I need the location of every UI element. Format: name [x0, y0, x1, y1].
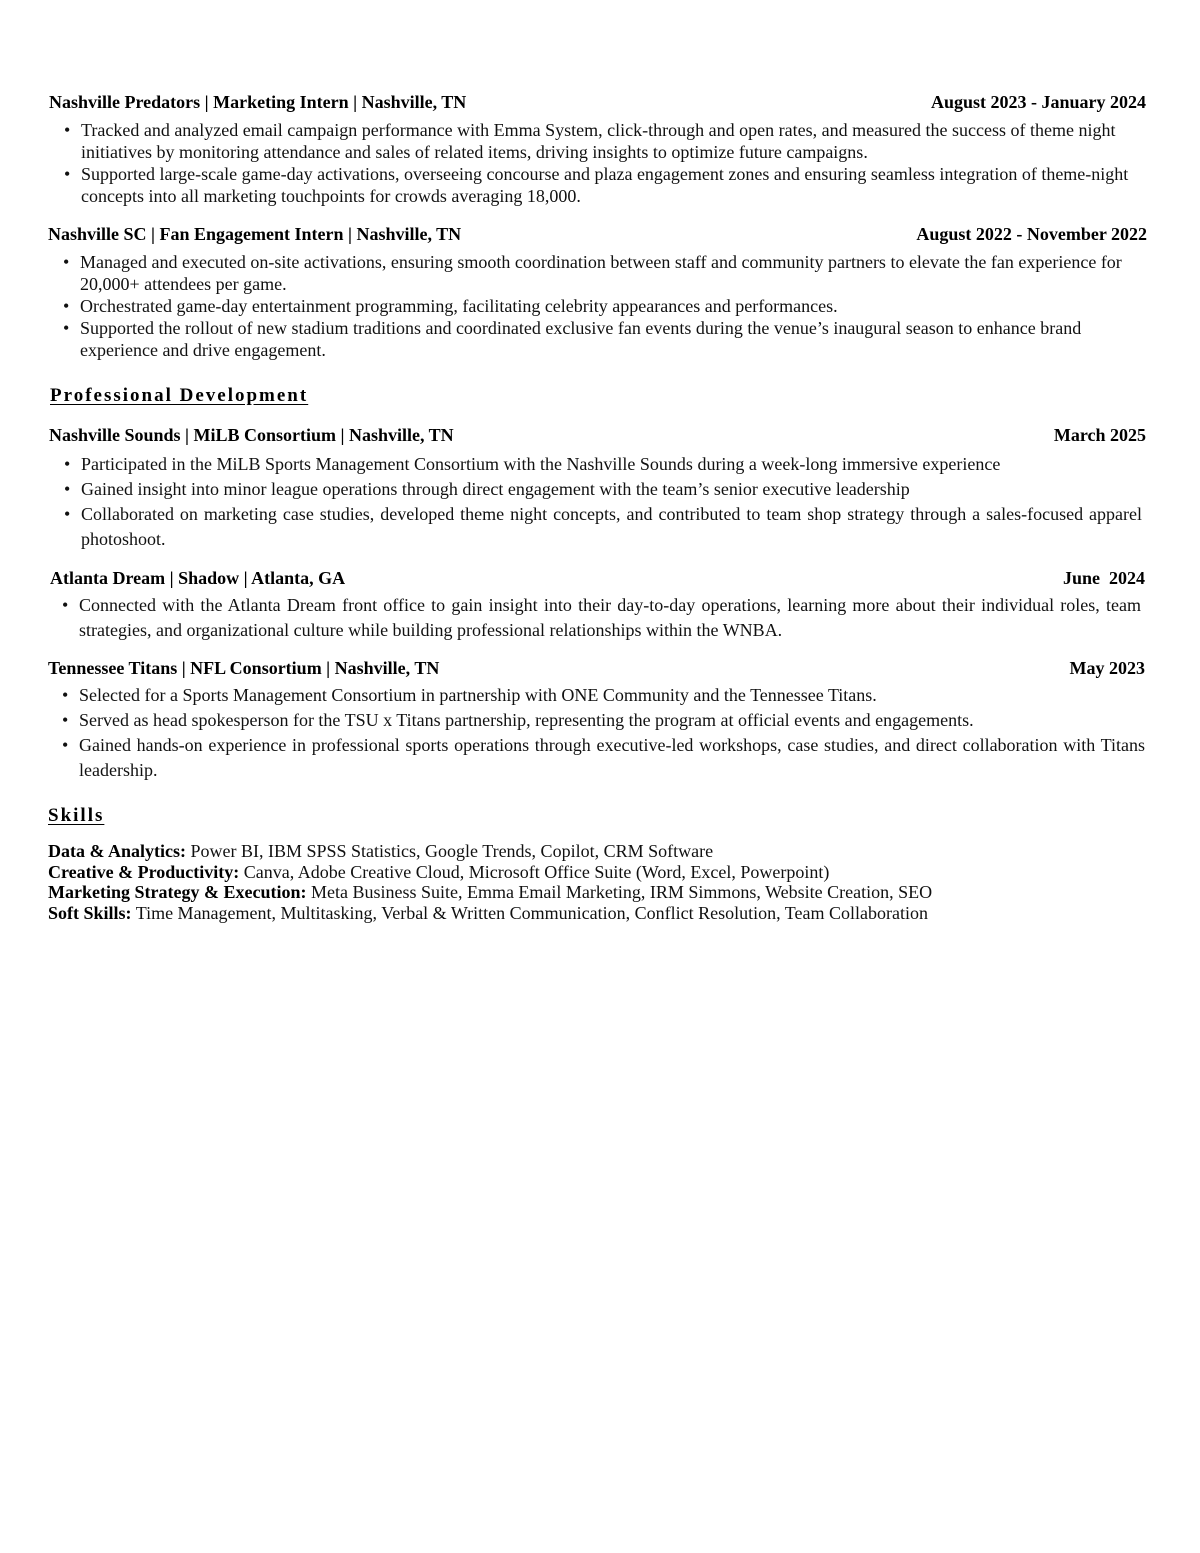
- entry-title: Tennessee Titans | NFL Consortium | Nashville, TN: [48, 658, 440, 678]
- skills-row: [48, 862, 1148, 883]
- skills-row: [48, 841, 1148, 862]
- entry-bullet-list: [62, 683, 1145, 783]
- bullet-text: Supported large-scale game-day activations, overseeing concourse and plaza engagement zones and ensuring seamless integration of theme-night concepts into all marketing touchpoints for crowds averaging 18,000.: [81, 164, 1129, 206]
- skills-list: [48, 841, 1148, 924]
- bullet-text: Orchestrated game-day entertainment programming, facilitating celebrity appearances and performances.: [80, 296, 838, 316]
- bullet-item: [64, 119, 1146, 163]
- bullet-text: Tracked and analyzed email campaign performance with Emma System, click-through and open rates, and measured the success of theme night initiatives by monitoring attendance and sales of related items, driving insights to optimize future campaigns.: [81, 120, 1116, 162]
- entry-title: Nashville Sounds | MiLB Consortium | Nashville, TN: [49, 425, 454, 445]
- bullet-icon: •: [63, 252, 70, 272]
- bullet-item: [63, 295, 1140, 317]
- bullet-item: [64, 452, 1142, 477]
- bullet-text: Supported the rollout of new stadium traditions and coordinated exclusive fan events during the venue’s inaugural season to enhance brand experience and drive engagement.: [80, 318, 1082, 360]
- bullet-item: [64, 163, 1146, 207]
- skills-row: [48, 903, 1148, 924]
- bullet-item: [62, 683, 1145, 708]
- skills-row-label: Marketing Strategy & Execution:: [48, 882, 307, 903]
- bullet-icon: •: [62, 595, 69, 615]
- skills-row-value: Canva, Adobe Creative Cloud, Microsoft Office Suite (Word, Excel, Powerpoint): [239, 861, 830, 882]
- entry-title: Nashville Predators | Marketing Intern | Nashville, TN: [49, 92, 467, 112]
- bullet-icon: •: [62, 710, 69, 730]
- entry-title: Nashville SC | Fan Engagement Intern | Nashville, TN: [48, 224, 462, 244]
- skills-row-value: Meta Business Suite, Emma Email Marketing, IRM Simmons, Website Creation, SEO: [306, 882, 933, 903]
- entry-bullet-list: [63, 251, 1140, 361]
- bullet-item: [63, 251, 1140, 295]
- bullet-item: [62, 733, 1145, 783]
- skills-row: [48, 882, 1148, 903]
- entry-bullet-list: [64, 452, 1142, 552]
- entry-bullet-list: [62, 593, 1141, 643]
- bullet-item: [64, 502, 1142, 552]
- skills-row-label: Creative & Productivity:: [48, 861, 240, 882]
- section-heading-skills: Skills: [48, 805, 105, 826]
- bullet-icon: •: [64, 164, 71, 184]
- bullet-text: Selected for a Sports Management Consortium in partnership with ONE Community and the Tennessee Titans.: [79, 685, 877, 705]
- bullet-icon: •: [63, 318, 70, 338]
- bullet-icon: •: [64, 479, 71, 499]
- entry-bullet-list: [64, 119, 1146, 207]
- bullet-item: [62, 708, 1145, 733]
- skills-row-label: Data & Analytics:: [48, 841, 186, 861]
- bullet-text: Served as head spokesperson for the TSU x Titans partnership, representing the program at official events and engagements.: [79, 710, 974, 730]
- entry-date: June 2024: [1062, 568, 1145, 588]
- bullet-icon: •: [62, 735, 69, 755]
- skills-row-value: Time Management, Multitasking, Verbal & Written Communication, Conflict Resolution, Team Collaboration: [131, 903, 928, 924]
- bullet-item: [62, 593, 1141, 643]
- skills-row-label: Soft Skills:: [48, 903, 132, 924]
- bullet-item: [63, 317, 1140, 361]
- bullet-icon: •: [64, 454, 71, 474]
- bullet-text: Connected with the Atlanta Dream front office to gain insight into their day-to-day operations, learning more about their individual roles, team strategies, and organizational culture while building professional relationships within the WNBA.: [79, 595, 1141, 640]
- bullet-text: Participated in the MiLB Sports Management Consortium with the Nashville Sounds during a week-long immersive experience: [81, 454, 1001, 474]
- bullet-icon: •: [63, 296, 70, 316]
- bullet-icon: •: [62, 685, 69, 705]
- entry-date: August 2022 - November 2022: [916, 224, 1147, 244]
- bullet-text: Managed and executed on-site activations, ensuring smooth coordination between staff and community partners to elevate the fan experience for 20,000+ attendees per game.: [80, 252, 1122, 294]
- bullet-icon: •: [64, 120, 71, 140]
- bullet-text: Gained hands-on experience in professional sports operations through executive-led workshops, case studies, and direct collaboration with Titans leadership.: [79, 735, 1145, 780]
- entry-date: August 2023 - January 2024: [930, 92, 1146, 112]
- bullet-text: Gained insight into minor league operations through direct engagement with the team’s senior executive leadership: [81, 479, 910, 499]
- entry-date: May 2023: [1069, 658, 1145, 678]
- entry-date: March 2025: [1053, 425, 1146, 445]
- bullet-text: Collaborated on marketing case studies, developed theme night concepts, and contributed to team shop strategy through a sales-focused apparel photoshoot.: [81, 504, 1142, 549]
- section-heading-professional-development: Professional Development: [50, 385, 309, 406]
- bullet-item: [64, 477, 1142, 502]
- skills-row-value: Power BI, IBM SPSS Statistics, Google Trends, Copilot, CRM Software: [186, 841, 714, 861]
- bullet-icon: •: [64, 504, 71, 524]
- entry-title: Atlanta Dream | Shadow | Atlanta, GA: [50, 568, 346, 588]
